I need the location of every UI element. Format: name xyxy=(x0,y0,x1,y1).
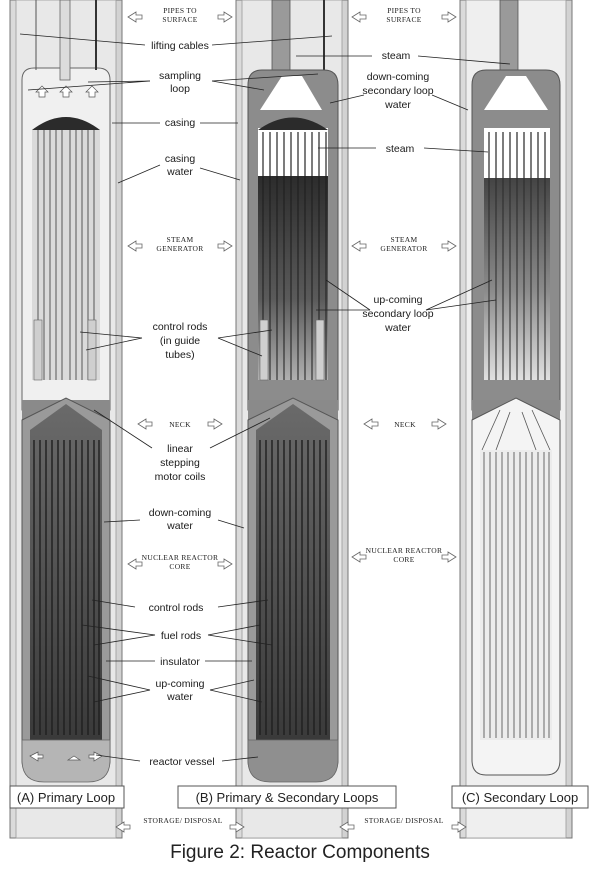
panel-a-label: (A) Primary Loop xyxy=(16,790,116,805)
nuclear-core-label-2: CORE xyxy=(169,562,191,571)
control-rods-guide-label-3: tubes) xyxy=(165,349,195,361)
control-rods-guide-label-1: control rods xyxy=(152,321,208,333)
secondary-up-label-1: up-coming xyxy=(373,294,423,306)
panel-a-reactor xyxy=(10,0,124,838)
steam-top-label: steam xyxy=(381,50,411,62)
panel-b-label: (B) Primary & Secondary Loops xyxy=(195,790,379,805)
pipes-to-surface-label-right-1: PIPES TO xyxy=(387,6,421,15)
steam-generator-label-2: GENERATOR xyxy=(156,244,204,253)
steam-generator-label-right-1: STEAM xyxy=(390,235,418,244)
casing-water-label-2: water xyxy=(167,166,193,178)
secondary-down-label-3: water xyxy=(385,99,411,111)
upcoming-water-label-1: up-coming xyxy=(155,678,205,690)
storage-disposal-label: STORAGE/ DISPOSAL xyxy=(143,816,223,825)
sampling-loop-label-2: loop xyxy=(170,83,190,95)
insulator-label: insulator xyxy=(160,656,200,668)
nuclear-core-label-1: NUCLEAR REACTOR xyxy=(141,553,219,562)
pipes-to-surface-label-1: PIPES TO xyxy=(163,6,197,15)
neck-label-right: NECK xyxy=(394,420,416,429)
panel-c-label: (C) Secondary Loop xyxy=(461,790,579,805)
steam-mid-label: steam xyxy=(385,143,415,155)
control-rods-label: control rods xyxy=(148,602,204,614)
motor-coils-label-1: linear xyxy=(167,443,193,455)
panel-c-reactor xyxy=(452,0,588,838)
upcoming-water-label-2: water xyxy=(167,691,193,703)
control-rods-guide-label-2: (in guide xyxy=(159,335,201,347)
secondary-up-label-3: water xyxy=(385,322,411,334)
section-labels-right xyxy=(364,6,443,825)
casing-label: casing xyxy=(164,117,196,129)
fuel-rods-label: fuel rods xyxy=(160,630,202,642)
pipes-to-surface-label-2: SURFACE xyxy=(162,15,198,24)
casing-water-label-1: casing xyxy=(164,153,196,165)
motor-coils-label-2: stepping xyxy=(160,457,200,469)
steam-generator-label-right-2: GENERATOR xyxy=(380,244,428,253)
nuclear-core-label-right-2: CORE xyxy=(393,555,415,564)
motor-coils-label-3: motor coils xyxy=(154,471,206,483)
panel-b-reactor xyxy=(178,0,396,838)
figure-caption: Figure 2: Reactor Components xyxy=(170,842,430,863)
sampling-loop-label-1: sampling xyxy=(158,70,202,82)
neck-label: NECK xyxy=(169,420,191,429)
nuclear-core-label-right-1: NUCLEAR REACTOR xyxy=(365,546,443,555)
storage-disposal-label-right: STORAGE/ DISPOSAL xyxy=(364,816,444,825)
secondary-down-label-2: secondary loop xyxy=(362,85,434,97)
pipes-to-surface-label-right-2: SURFACE xyxy=(386,15,422,24)
lifting-cables-label: lifting cables xyxy=(151,40,209,52)
secondary-up-label-2: secondary loop xyxy=(362,308,434,320)
downcoming-water-label-1: down-coming xyxy=(148,507,212,519)
steam-generator-label-1: STEAM xyxy=(166,235,194,244)
reactor-vessel-label: reactor vessel xyxy=(149,756,215,768)
secondary-down-label-1: down-coming xyxy=(366,71,430,83)
downcoming-water-label-2: water xyxy=(167,520,193,532)
